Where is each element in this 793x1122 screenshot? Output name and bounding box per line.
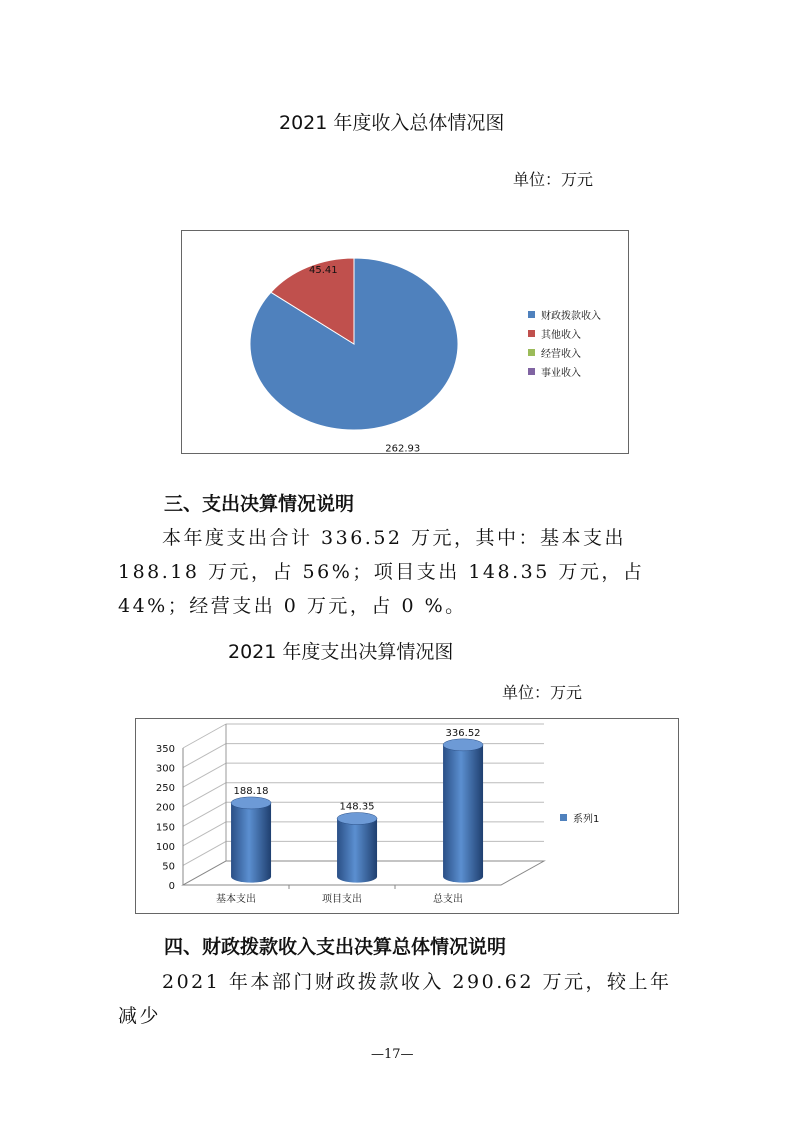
bar-data-label: 188.18 [233, 785, 269, 797]
legend-item [560, 810, 599, 825]
bar-top [231, 797, 271, 809]
legend-item [528, 345, 581, 360]
legend-label: 系列1 [573, 814, 600, 825]
bar-data-label: 148.35 [339, 801, 375, 813]
legend-swatch [560, 814, 567, 821]
income-pie-chart [182, 231, 628, 453]
legend-item [528, 307, 601, 322]
section3-heading: 三、支出决算情况说明 [164, 493, 355, 515]
grid-line [183, 802, 226, 826]
x-tick-label: 基本支出 [216, 894, 256, 905]
y-tick-label: 50 [162, 861, 175, 873]
income-chart-unit: 单位：万元 [513, 170, 594, 189]
grid-line [183, 724, 226, 748]
legend-swatch [528, 349, 535, 356]
y-tick-label: 0 [168, 881, 175, 892]
legend-item [528, 364, 581, 379]
grid-line [183, 763, 226, 787]
page-number: —17— [371, 1047, 414, 1062]
bar-top [443, 739, 483, 751]
pie-data-label: 45.41 [309, 265, 338, 277]
bar-top [337, 813, 377, 825]
y-tick-label: 200 [155, 802, 175, 814]
pie-data-label: 262.93 [385, 443, 421, 453]
section3-paragraph: 本年度支出合计 336.52 万元，其中：基本支出 188.18 万元，占 56%；项目支出 148.35 万元，占 44%；经营支出 0 万元，占 0 %。 [118, 527, 645, 617]
expense-chart-frame [135, 718, 679, 914]
bar [231, 803, 271, 883]
legend-swatch [528, 311, 535, 318]
legend-label: 其他收入 [541, 330, 581, 341]
x-tick-label: 项目支出 [322, 894, 362, 905]
legend-swatch [528, 330, 535, 337]
grid-line [183, 841, 226, 865]
y-tick-label: 100 [155, 841, 175, 853]
y-tick-label: 250 [155, 783, 175, 795]
section4-heading: 四、财政拨款收入支出决算总体情况说明 [164, 936, 507, 958]
section4-paragraph: 2021 年本部门财政拨款收入 290.62 万元，较上年减少 [118, 971, 672, 1027]
legend-label: 经营收入 [541, 349, 581, 360]
bar-data-label: 336.52 [445, 727, 481, 739]
y-tick-label: 350 [155, 744, 175, 755]
grid-line [183, 783, 226, 807]
expense-chart-title: 2021 年度支出决算情况图 [228, 641, 454, 663]
bar [337, 819, 377, 883]
grid-line [183, 744, 226, 768]
expense-chart-unit: 单位：万元 [502, 683, 583, 702]
x-tick-label: 总支出 [433, 894, 463, 905]
legend-label: 财政拨款收入 [541, 311, 601, 322]
legend-swatch [528, 368, 535, 375]
income-chart-frame [181, 230, 629, 454]
bar [443, 745, 483, 883]
income-chart-title: 2021 年度收入总体情况图 [279, 112, 505, 134]
legend-label: 事业收入 [541, 368, 581, 379]
grid-line [183, 822, 226, 846]
y-tick-label: 150 [155, 822, 175, 834]
y-tick-label: 300 [155, 763, 175, 775]
legend-item [528, 326, 581, 341]
